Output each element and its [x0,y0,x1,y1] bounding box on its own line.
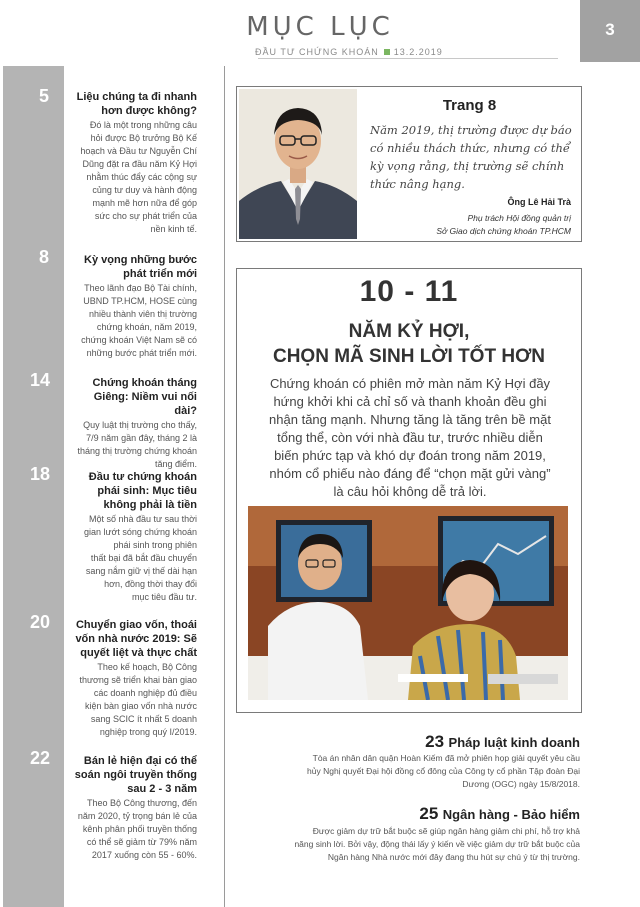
toc-page-number: 20 [29,612,51,632]
toc-description: Theo Bộ Công thương, đến năm 2020, tỷ trọng bán lẻ của kênh phân phối truyền thống có thể sẽ giảm từ 79% năm 2017 xuống còn 55 - 60%. [77,798,197,860]
quote-box [236,86,582,242]
portrait-illustration [239,89,357,239]
bottom-item-25-heading[interactable] [419,804,580,824]
quote-author-role: Phụ trách Hội đồng quản trị Sở Giao dịch chứng khoán TP.HCM [436,213,571,236]
bottom-item-25-description: Được giảm dự trữ bắt buộc sẽ giúp ngân hàng giảm chi phí, hỗ trợ khả năng sinh lời. Bởi vậy, động thái lấy ý kiến về việc giảm dự trữ bắt buộc của Ngân hàng Nhà nước mới đây đang thu hút sự chú ý từ thị trường. [294,826,580,862]
quote-author-name: Ông Lê Hải Trà [507,197,571,207]
bottom-page-number: 25 [419,804,439,823]
bottom-item-23-description: Tòa án nhân dân quận Hoàn Kiếm đã mở phiên họp giải quyết yêu cầu hủy Nghị quyết Đại hội đồng cổ đông của Công ty cổ phần Tập đoàn Đại Dương (OGC) ngày 15/8/2018. [307,753,580,789]
quote-text: Năm 2019, thị trường được dự báo có nhiều thách thức, nhưng có thể kỳ vọng rằng, thị trường sẽ chính thức nâng hạng. [370,123,572,191]
bottom-section-title: Pháp luật kinh doanh [448,735,580,750]
bottom-page-number: 23 [425,732,445,751]
toc-title: Chứng khoán tháng Giêng: Niềm vui nối dài? [92,377,197,417]
feature-summary: Chứng khoán có phiên mở màn năm Kỷ Hợi đầy hứng khởi khi cả chỉ số và thanh khoản đều ghi nhận tăng mạnh. Nhưng tăng là tăng trên bề mặt tổng thể, còn với nhà đầu tư, trước nhiều diễn biến phức tạp và khó dự đoán trong năm 2019, nhóm cổ phiếu nào đáng để “chọn mặt gửi vàng” là câu hỏi không dễ trả lời. [269,376,551,499]
feature-photo [248,506,568,700]
toc-description: Theo kế hoạch, Bộ Công thương sẽ triển khai bàn giao các doanh nghiệp đủ điều kiện bàn giao vốn nhà nước sang SCIC ít nhất 5 doanh nghiệp trong quý I/2019. [79,662,197,737]
issue-date: 13.2.2019 [393,47,443,57]
toc-description: Đó là một trong những câu hỏi được Bộ trưởng Bộ Kế hoạch và Đầu tư Nguyễn Chí Dũng đặt ra đầu năm Kỷ Hợi nhằm thúc đẩy các cộng sự củng tư duy và hành động mạnh mẽ hơn nữa để góp sức cho sự phát triển của nền kinh tế. [80,120,197,234]
toc-page-number: 8 [38,247,49,267]
toc-title: Bán lẻ hiện đại có thể soán ngôi truyền thống sau 2 - 3 năm [74,755,197,795]
page-number: 3 [605,20,615,39]
header-divider [258,58,558,59]
portrait-photo [239,89,357,239]
toc-page-number: 14 [29,370,51,390]
quote-page-label: Trang 8 [442,97,497,114]
toc-title: Kỳ vọng những bước phát triển mới [84,254,197,280]
toc-description: Một số nhà đầu tư sau thời gian lướt sóng chứng khoán phái sinh trong phiên thất bại đã bắt đầu chuyển sang nắm giữ vị thế dài hạn hơn, đồng thời thay đổi mục tiêu đầu tư. [83,514,197,602]
column-divider [224,66,225,907]
page-title: MỤC LỤC [246,12,394,42]
publication-name: ĐẦU TƯ CHỨNG KHOÁN [255,47,379,57]
toc-page-number: 18 [29,464,51,484]
toc-description: Quy luật thị trường cho thấy, 7/9 năm gần đây, tháng 2 là tháng thị trường chứng khoán tăng điểm. [77,420,197,469]
feature-page-range[interactable]: 10 - 11 [359,275,459,308]
bottom-item-23-heading[interactable] [425,732,580,752]
square-bullet-icon [384,49,390,55]
toc-page-number: 22 [29,748,51,768]
toc-title: Đầu tư chứng khoán phái sinh: Mục tiêu không phải là tiền [88,471,197,511]
toc-title: Chuyển giao vốn, thoái vốn nhà nước 2019: Sẽ quyết liệt và thực chất [75,619,197,659]
toc-page-number: 5 [38,86,49,106]
trading-room-illustration [248,506,568,700]
bottom-section-title: Ngân hàng - Bảo hiểm [442,807,580,822]
toc-description: Theo lãnh đạo Bộ Tài chính, UBND TP.HCM, HOSE cùng nhiều thành viên thị trường chứng khoán, năm 2019, chứng khoán Việt Nam sẽ có những bước phát triển mới. [81,283,197,358]
toc-sidebar-bar [3,66,64,907]
feature-headline[interactable]: NĂM KỶ HỢI, CHỌN MÃ SINH LỜI TỐT HƠN [272,321,545,367]
publication-line [255,47,443,57]
toc-title: Liệu chúng ta đi nhanh hơn được không? [76,91,197,117]
